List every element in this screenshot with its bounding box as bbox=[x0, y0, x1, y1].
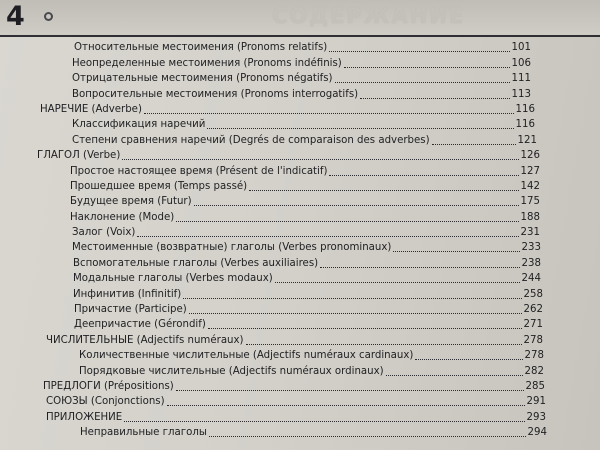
toc-entry-label: Вспомогательные глаголы (Verbes auxiliaires) bbox=[73, 257, 319, 269]
toc-entry bbox=[0, 147, 540, 162]
toc-entry bbox=[0, 85, 531, 100]
toc-entry-label: Степени сравнения наречий (Degrés de comparaison des adverbes) bbox=[72, 134, 430, 146]
toc-entry-label: Деепричастие (Gérondif) bbox=[74, 319, 206, 331]
toc-entry bbox=[0, 331, 543, 346]
toc-entry bbox=[0, 362, 544, 377]
toc-entry-label: СОЮЗЫ (Conjonctions) bbox=[46, 396, 165, 408]
toc-entry bbox=[0, 70, 531, 85]
toc-entry-label: ПРЕДЛОГИ (Prépositions) bbox=[43, 380, 174, 392]
toc-entry-page: 126 bbox=[520, 150, 540, 162]
toc-entry-label: Будущее время (Futur) bbox=[70, 196, 192, 208]
dot-leader bbox=[176, 390, 524, 391]
toc-entry-page: 142 bbox=[520, 180, 540, 192]
toc-entry-label: Инфинитив (Infinitif) bbox=[73, 288, 182, 300]
toc-entry-page: 238 bbox=[521, 257, 541, 269]
toc-entry bbox=[0, 178, 540, 193]
toc-entry-page: 278 bbox=[523, 334, 543, 346]
toc-entry bbox=[0, 39, 531, 54]
dot-leader bbox=[360, 98, 509, 99]
dot-leader bbox=[176, 221, 518, 222]
toc-entry bbox=[0, 239, 541, 254]
toc-entry bbox=[0, 162, 540, 177]
toc-entry bbox=[0, 224, 540, 239]
toc-entry-label: Причастие (Participe) bbox=[74, 304, 187, 316]
dot-leader bbox=[432, 144, 516, 145]
toc-entry bbox=[0, 347, 544, 362]
toc-entry bbox=[0, 101, 535, 116]
dot-leader bbox=[183, 298, 521, 299]
dot-leader bbox=[246, 344, 522, 345]
dot-leader bbox=[415, 359, 522, 360]
dot-leader bbox=[208, 328, 522, 329]
toc-entry bbox=[0, 131, 537, 146]
dot-leader bbox=[194, 205, 519, 206]
toc-entry-page: 293 bbox=[526, 411, 546, 423]
toc-entry-page: 285 bbox=[525, 380, 545, 392]
dot-leader bbox=[386, 375, 523, 376]
toc-entry bbox=[0, 208, 540, 223]
page-number: 4 bbox=[6, 1, 25, 32]
dot-leader bbox=[189, 313, 522, 314]
toc-entry-label: Местоименные (возвратные) глаголы (Verbes pronominaux) bbox=[72, 242, 392, 254]
toc-entry-page: 233 bbox=[521, 242, 541, 254]
toc-entry-page: 294 bbox=[527, 427, 547, 439]
page-title: СОДЕРЖАНИЕ bbox=[272, 4, 466, 28]
toc-entry-label: Относительные местоимения (Pronoms relatifs) bbox=[74, 42, 328, 54]
toc-entry bbox=[0, 408, 546, 423]
toc-entry-page: 106 bbox=[511, 57, 531, 69]
toc-entry-label: Порядковые числительные (Adjectifs numéraux ordinaux) bbox=[79, 365, 384, 377]
toc-entry bbox=[0, 301, 543, 316]
toc-entry-page: 291 bbox=[526, 396, 546, 408]
toc-entry-page: 116 bbox=[515, 119, 535, 131]
dot-leader bbox=[137, 236, 518, 237]
toc-entry-label: ПРИЛОЖЕНИЕ bbox=[46, 411, 123, 423]
toc-entry-label: Модальные глаголы (Verbes modaux) bbox=[73, 273, 273, 285]
toc-entry-page: 282 bbox=[524, 365, 544, 377]
toc-entry-page: 127 bbox=[520, 165, 540, 177]
toc-entry-label: Вопросительные местоимения (Pronoms interrogatifs) bbox=[72, 88, 359, 100]
toc-entry-label: Классификация наречий bbox=[72, 119, 206, 131]
dot-leader bbox=[329, 51, 509, 52]
toc-entry-label: Прошедшее время (Temps passé) bbox=[70, 180, 248, 192]
dot-leader bbox=[335, 82, 510, 83]
toc-entry-label: НАРЕЧИЕ (Adverbe) bbox=[40, 103, 142, 115]
toc-entry-label: ГЛАГОЛ (Verbe) bbox=[37, 150, 121, 162]
toc-entry-page: 113 bbox=[511, 88, 531, 100]
toc-entry-page: 101 bbox=[511, 42, 531, 54]
dot-leader bbox=[207, 128, 513, 129]
toc-entry-label: Неправильные глаголы bbox=[80, 427, 207, 439]
toc-entry bbox=[0, 270, 541, 285]
dot-leader bbox=[344, 67, 510, 68]
dot-leader bbox=[249, 190, 518, 191]
toc-entry-label: Простое настоящее время (Présent de l'indicatif) bbox=[70, 165, 328, 177]
toc-entry-page: 258 bbox=[523, 288, 543, 300]
toc-entry bbox=[0, 285, 543, 300]
dot-leader bbox=[329, 175, 518, 176]
dot-leader bbox=[124, 421, 524, 422]
toc-entry bbox=[0, 116, 535, 131]
toc-entry bbox=[0, 378, 545, 393]
toc-entry-page: 116 bbox=[515, 103, 535, 115]
toc-entry-page: 175 bbox=[520, 196, 540, 208]
toc-entry bbox=[0, 193, 540, 208]
toc-entry-label: ЧИСЛИТЕЛЬНЫЕ (Adjectifs numéraux) bbox=[46, 334, 244, 346]
dot-leader bbox=[122, 159, 518, 160]
toc-entry-label: Отрицательные местоимения (Pronoms négatifs) bbox=[72, 73, 333, 85]
table-of-contents bbox=[0, 39, 600, 439]
bullet-icon bbox=[44, 12, 53, 21]
toc-entry-page: 188 bbox=[520, 211, 540, 223]
toc-entry bbox=[0, 316, 543, 331]
toc-entry-page: 244 bbox=[521, 273, 541, 285]
toc-entry-label: Залог (Voix) bbox=[72, 227, 136, 239]
toc-entry-page: 271 bbox=[523, 319, 543, 331]
dot-leader bbox=[393, 251, 519, 252]
dot-leader bbox=[275, 282, 520, 283]
toc-entry-page: 111 bbox=[511, 73, 531, 85]
toc-entry-page: 262 bbox=[523, 304, 543, 316]
toc-entry-page: 278 bbox=[524, 350, 544, 362]
toc-entry bbox=[0, 54, 531, 69]
dot-leader bbox=[320, 267, 519, 268]
toc-entry-label: Количественные числительные (Adjectifs numéraux cardinaux) bbox=[79, 350, 414, 362]
dot-leader bbox=[209, 436, 526, 437]
toc-entry-label: Неопределенные местоимения (Pronoms indéfinis) bbox=[72, 57, 342, 69]
toc-entry bbox=[0, 393, 546, 408]
toc-entry bbox=[0, 424, 547, 439]
toc-entry bbox=[0, 254, 541, 269]
header-rule bbox=[0, 35, 600, 37]
toc-entry-label: Наклонение (Mode) bbox=[70, 211, 175, 223]
toc-entry-page: 231 bbox=[520, 227, 540, 239]
toc-entry-page: 121 bbox=[517, 134, 537, 146]
dot-leader bbox=[167, 405, 525, 406]
dot-leader bbox=[144, 113, 514, 114]
